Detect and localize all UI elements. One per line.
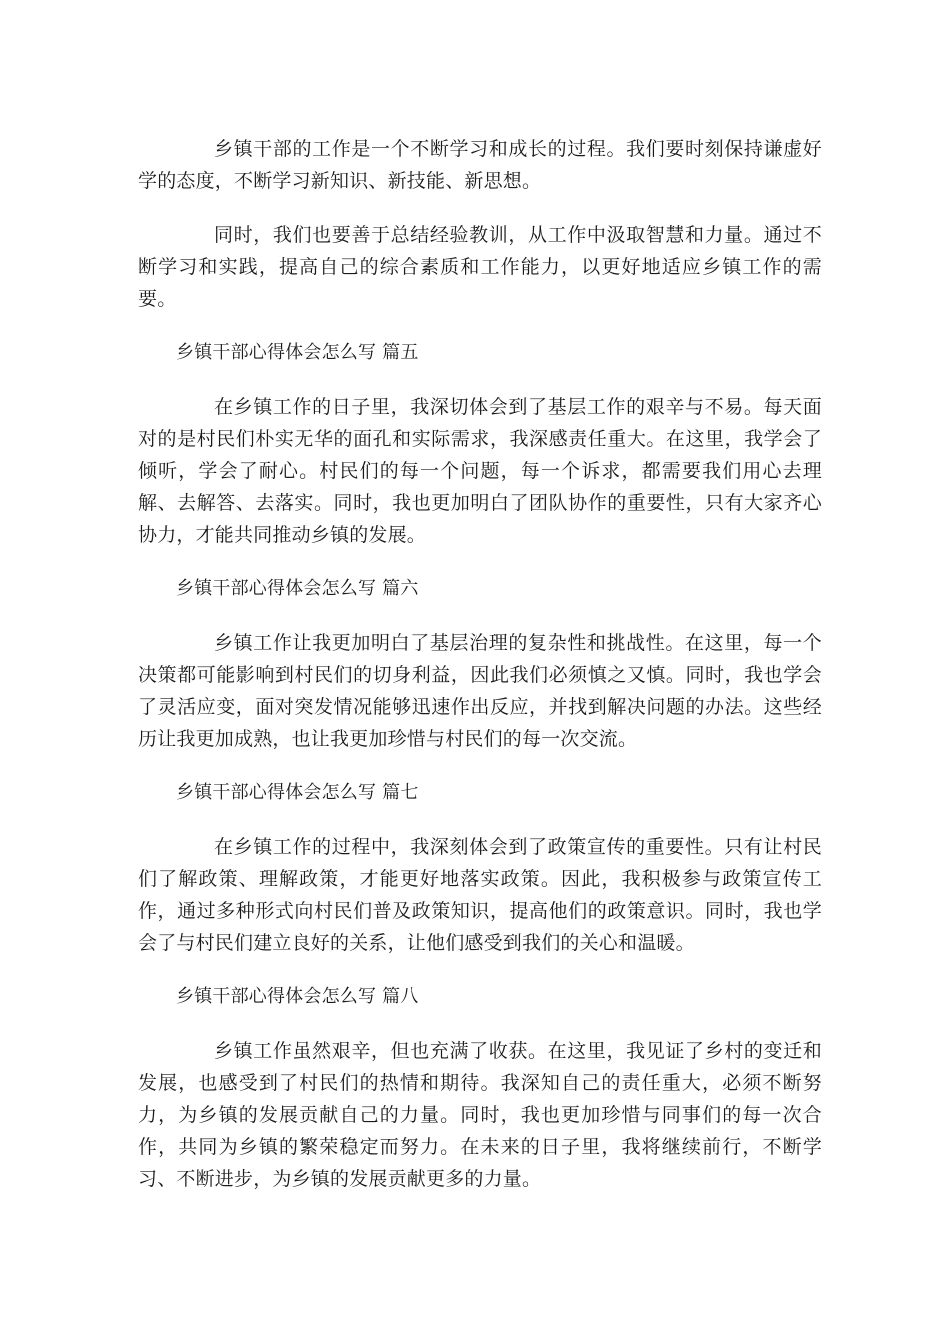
paragraph-6: 乡镇工作虽然艰辛，但也充满了收获。在这里，我见证了乡村的变迁和发展，也感受到了村民们的热情和期待。我深知自己的责任重大，必须不断努力，为乡镇的发展贡献自己的力量。同时，我也更加珍惜与同事们的每一次合作，共同为乡镇的繁荣稳定而努力。在未来的日子里，我将继续前行，不断学习、不断进步，为乡镇的发展贡献更多的力量。 bbox=[138, 1040, 822, 1190]
document-page bbox=[138, 133, 822, 1195]
section-heading-8: 乡镇干部心得体会怎么写 篇八 bbox=[176, 986, 419, 1007]
paragraph-5: 在乡镇工作的过程中，我深刻体会到了政策宣传的重要性。只有让村民们了解政策、理解政策，才能更好地落实政策。因此，我积极参与政策宣传工作，通过多种形式向村民们普及政策知识，提高他们的政策意识。同时，我也学会了与村民们建立良好的关系，让他们感受到我们的关心和温暖。 bbox=[138, 836, 822, 954]
section-heading-5: 乡镇干部心得体会怎么写 篇五 bbox=[176, 342, 419, 363]
paragraph-3: 在乡镇工作的日子里，我深切体会到了基层工作的艰辛与不易。每天面对的是村民们朴实无华的面孔和实际需求，我深感责任重大。在这里，我学会了倾听，学会了耐心。村民们的每一个问题，每一个诉求，都需要我们用心去理解、去解答、去落实。同时，我也更加明白了团队协作的重要性，只有大家齐心协力，才能共同推动乡镇的发展。 bbox=[138, 396, 822, 546]
paragraph-1: 乡镇干部的工作是一个不断学习和成长的过程。我们要时刻保持谦虚好学的态度，不断学习新知识、新技能、新思想。 bbox=[138, 138, 822, 192]
paragraph-4: 乡镇工作让我更加明白了基层治理的复杂性和挑战性。在这里，每一个决策都可能影响到村民们的切身利益，因此我们必须慎之又慎。同时，我也学会了灵活应变，面对突发情况能够迅速作出反应，并找到解决问题的办法。这些经历让我更加成熟，也让我更加珍惜与村民们的每一次交流。 bbox=[138, 632, 822, 750]
section-heading-6: 乡镇干部心得体会怎么写 篇六 bbox=[176, 578, 419, 599]
section-heading-7: 乡镇干部心得体会怎么写 篇七 bbox=[176, 782, 419, 803]
paragraph-2: 同时，我们也要善于总结经验教训，从工作中汲取智慧和力量。通过不断学习和实践，提高自己的综合素质和工作能力，以更好地适应乡镇工作的需要。 bbox=[138, 224, 822, 310]
